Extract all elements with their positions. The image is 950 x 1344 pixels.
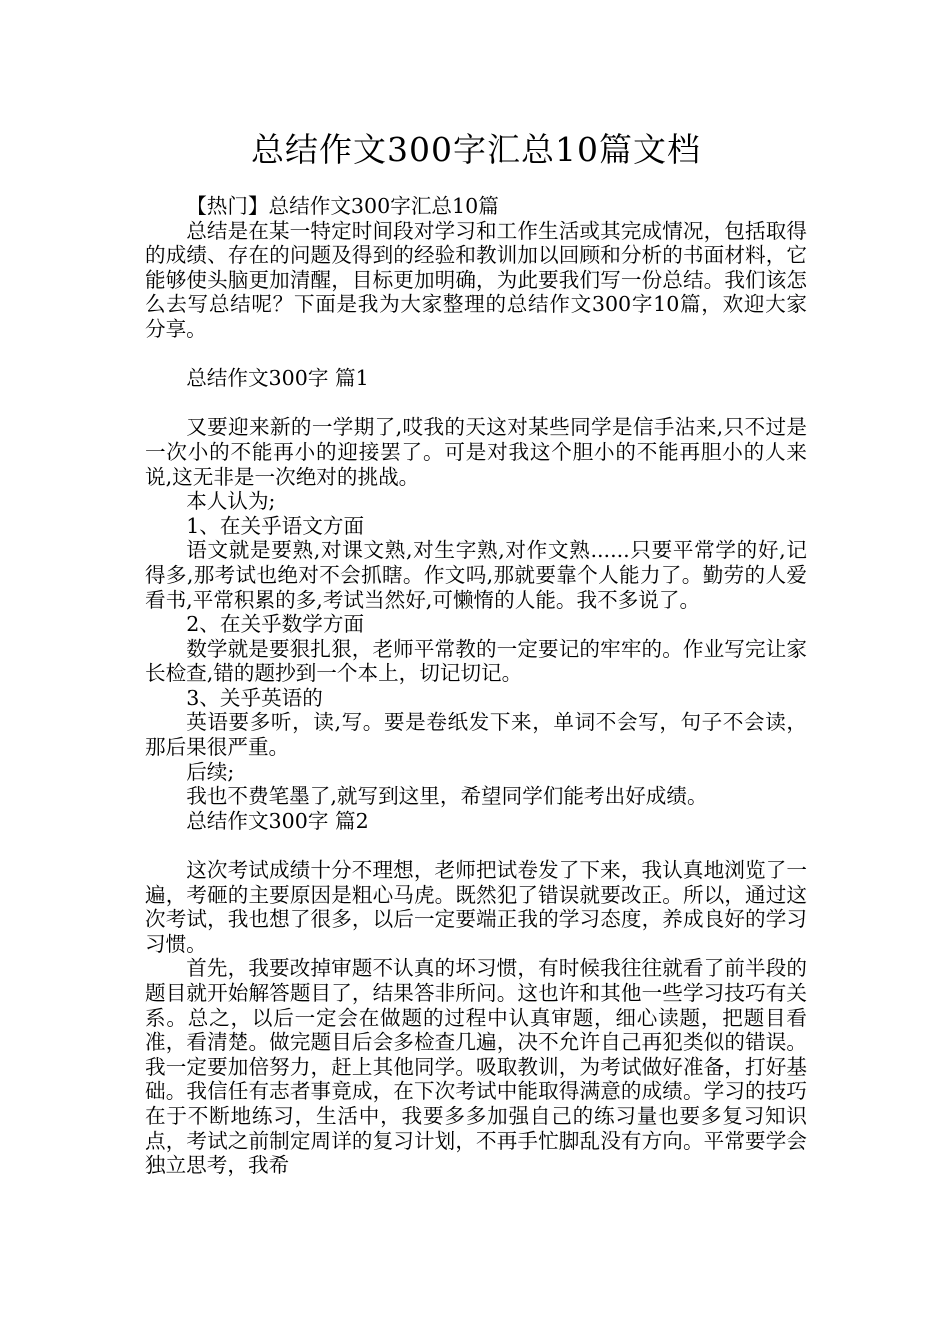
essay-1-item-2-heading: 2、在关乎数学方面 [186,612,365,637]
subtitle-line: 【热门】总结作文300字汇总10篇 [186,194,499,218]
essay-1-item-1-heading: 1、在关乎语文方面 [186,513,365,538]
essay-2-paragraph-2: 首先，我要改掉审题不认真的坏习惯，有时候我往往就看了前半段的题目就开始解答题目了，结果答非所问。这也许和其他一些学习技巧有关系。总之，以后一定会在做题的过程中认真审题，细心读题，把题目看准，看清楚。做完题目后会多检查几遍，决不允许自己再犯类似的错误。我一定要加倍努力，赶上其他同学。吸取教训，为考试做好准备，打好基础。我信任有志者事竟成，在下次考试中能取得满意的成绩。学习的技巧在于不断地练习，生活中，我要多多加强自己的练习量也要多复习知识点，考试之前制定周详的复习计划，不再手忙脚乱没有方向。平常要学会独立思考，我希 [145,956,807,1178]
essay-1-afterword-heading: 后续; [186,759,235,784]
blank-line [145,391,807,416]
section-heading-2: 总结作文300字 篇2 [186,808,369,833]
essay-1-item-3-heading: 3、关乎英语的 [186,685,323,710]
essay-1-item-1-body: 语文就是要熟,对课文熟,对生字熟,对作文熟......只要平常学的好,记得多,那考试也绝对不会抓瞎。作文吗,那就要靠个人能力了。勤劳的人爱看书,平常积累的多,考试当然好,可懒惰的人能。我不多说了。 [145,538,807,612]
essay-2-paragraph-1: 这次考试成绩十分不理想，老师把试卷发了下来，我认真地浏览了一遍，考砸的主要原因是粗心马虎。既然犯了错误就要改正。所以，通过这次考试，我也想了很多，以后一定要端正我的学习态度，养成良好的学习习惯。 [145,858,807,956]
blank-line [145,342,807,367]
essay-1-item-2-body: 数学就是要狠扎狠，老师平常教的一定要记的牢牢的。作业写完让家长检查,错的题抄到一个本上，切记切记。 [145,636,807,686]
document-page [145,120,807,1178]
essay-1-item-3-body: 英语要多听，读,写。要是卷纸发下来，单词不会写，句子不会读，那后果很严重。 [145,710,807,760]
intro-paragraph: 总结是在某一特定时间段对学习和工作生活或其完成情况，包括取得的成绩、存在的问题及得到的经验和教训加以回顾和分析的书面材料，它能够使头脑更加清醒，目标更加明确，为此要我们写一份总结。我们该怎么去写总结呢？下面是我为大家整理的总结作文300字10篇，欢迎大家分享。 [145,218,807,341]
document-title: 总结作文300字汇总10篇文档 [251,130,701,169]
essay-1-afterword-body: 我也不费笔墨了,就写到这里，希望同学们能考出好成绩。 [186,784,708,809]
section-heading-1: 总结作文300字 篇1 [186,366,369,391]
blank-line [145,833,807,858]
essay-1-paragraph-2: 本人认为; [186,489,276,514]
essay-1-paragraph-1: 又要迎来新的一学期了,哎我的天这对某些同学是信手沾来,只不过是一次小的不能再小的迎接罢了。可是对我这个胆小的不能再胆小的人来说,这无非是一次绝对的挑战。 [145,415,807,489]
